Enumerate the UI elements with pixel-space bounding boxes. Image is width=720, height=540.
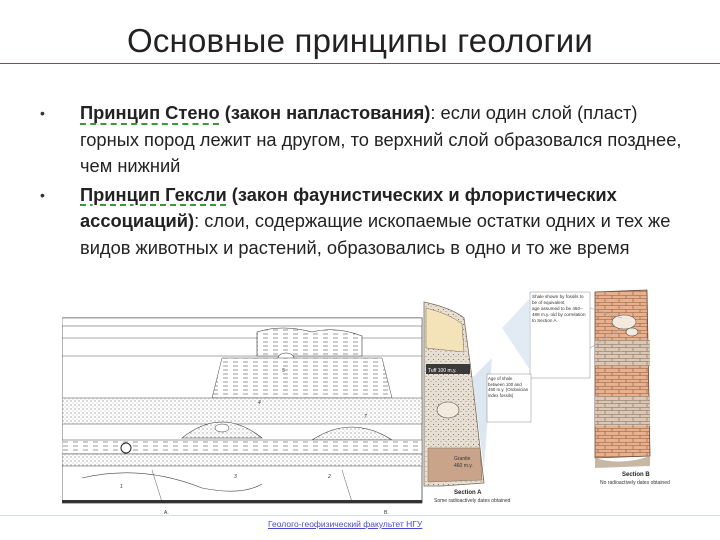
bullet-term: Принцип Гексли xyxy=(80,183,227,205)
bullet-text: : слои, содержащие ископаемые остатки одних и тех же видов животных и растений, образовались в одно и то же время xyxy=(80,210,671,258)
bullet-list xyxy=(40,100,690,263)
layer-number-label: 2 xyxy=(328,474,331,480)
bullet-term-rest: (закон напластования) xyxy=(219,102,431,123)
section-b-column xyxy=(595,290,650,468)
bullet-steno xyxy=(40,100,690,180)
panel-a-label: A. xyxy=(164,510,169,516)
callout-mid-text: Age of shale between 100 and 460 m.y. (Ordovician index fossils) xyxy=(488,376,529,398)
granite-age: 460 m.y. xyxy=(454,463,473,469)
block-diagram xyxy=(62,318,422,503)
layer-number-label: 3 xyxy=(234,474,237,480)
bullet-text: : если один слой (пласт) горных пород лежит на другом, то верхний слой образовался позднее, чем нижний xyxy=(80,102,682,176)
stratigraphy-figure xyxy=(62,288,712,528)
footer-rule xyxy=(0,515,720,516)
bullet-huxley xyxy=(40,182,690,262)
bullet-term: Принцип Стено xyxy=(80,102,220,123)
panel-b-label: B. xyxy=(384,510,389,516)
bullet-dot-icon: • xyxy=(40,186,45,203)
tuff-label: Tuff 100 m.y. xyxy=(428,368,457,374)
bullet-dot-icon: • xyxy=(40,105,45,121)
bullet-term-rest: (закон фаунистических и флористических ассоциаций) xyxy=(80,183,617,231)
callout-mid xyxy=(487,374,531,422)
callout-top-text: Shale shown by fossils to be of equivalent age assumed to be 450–488 m.y. old by correlation to Section A xyxy=(532,294,586,323)
section-b-note: No radioactively dates obtained xyxy=(600,480,670,486)
section-a-note: Some radioactively dates obtained xyxy=(434,498,511,504)
footer-link[interactable]: Геолого-геофизический факультет НГУ xyxy=(268,519,423,529)
section-a-label: Section A xyxy=(454,490,482,496)
layer-number-label: 1 xyxy=(120,484,123,490)
slide-title: Основные принципы геологии xyxy=(126,22,594,59)
granite-label: Granite xyxy=(454,456,471,462)
layer-number-label: 4 xyxy=(258,400,261,406)
layer-number-label: 5 xyxy=(282,368,285,374)
layer-number-label: 7 xyxy=(364,414,367,420)
section-b-label: Section B xyxy=(622,472,650,478)
title-rule xyxy=(0,63,720,64)
